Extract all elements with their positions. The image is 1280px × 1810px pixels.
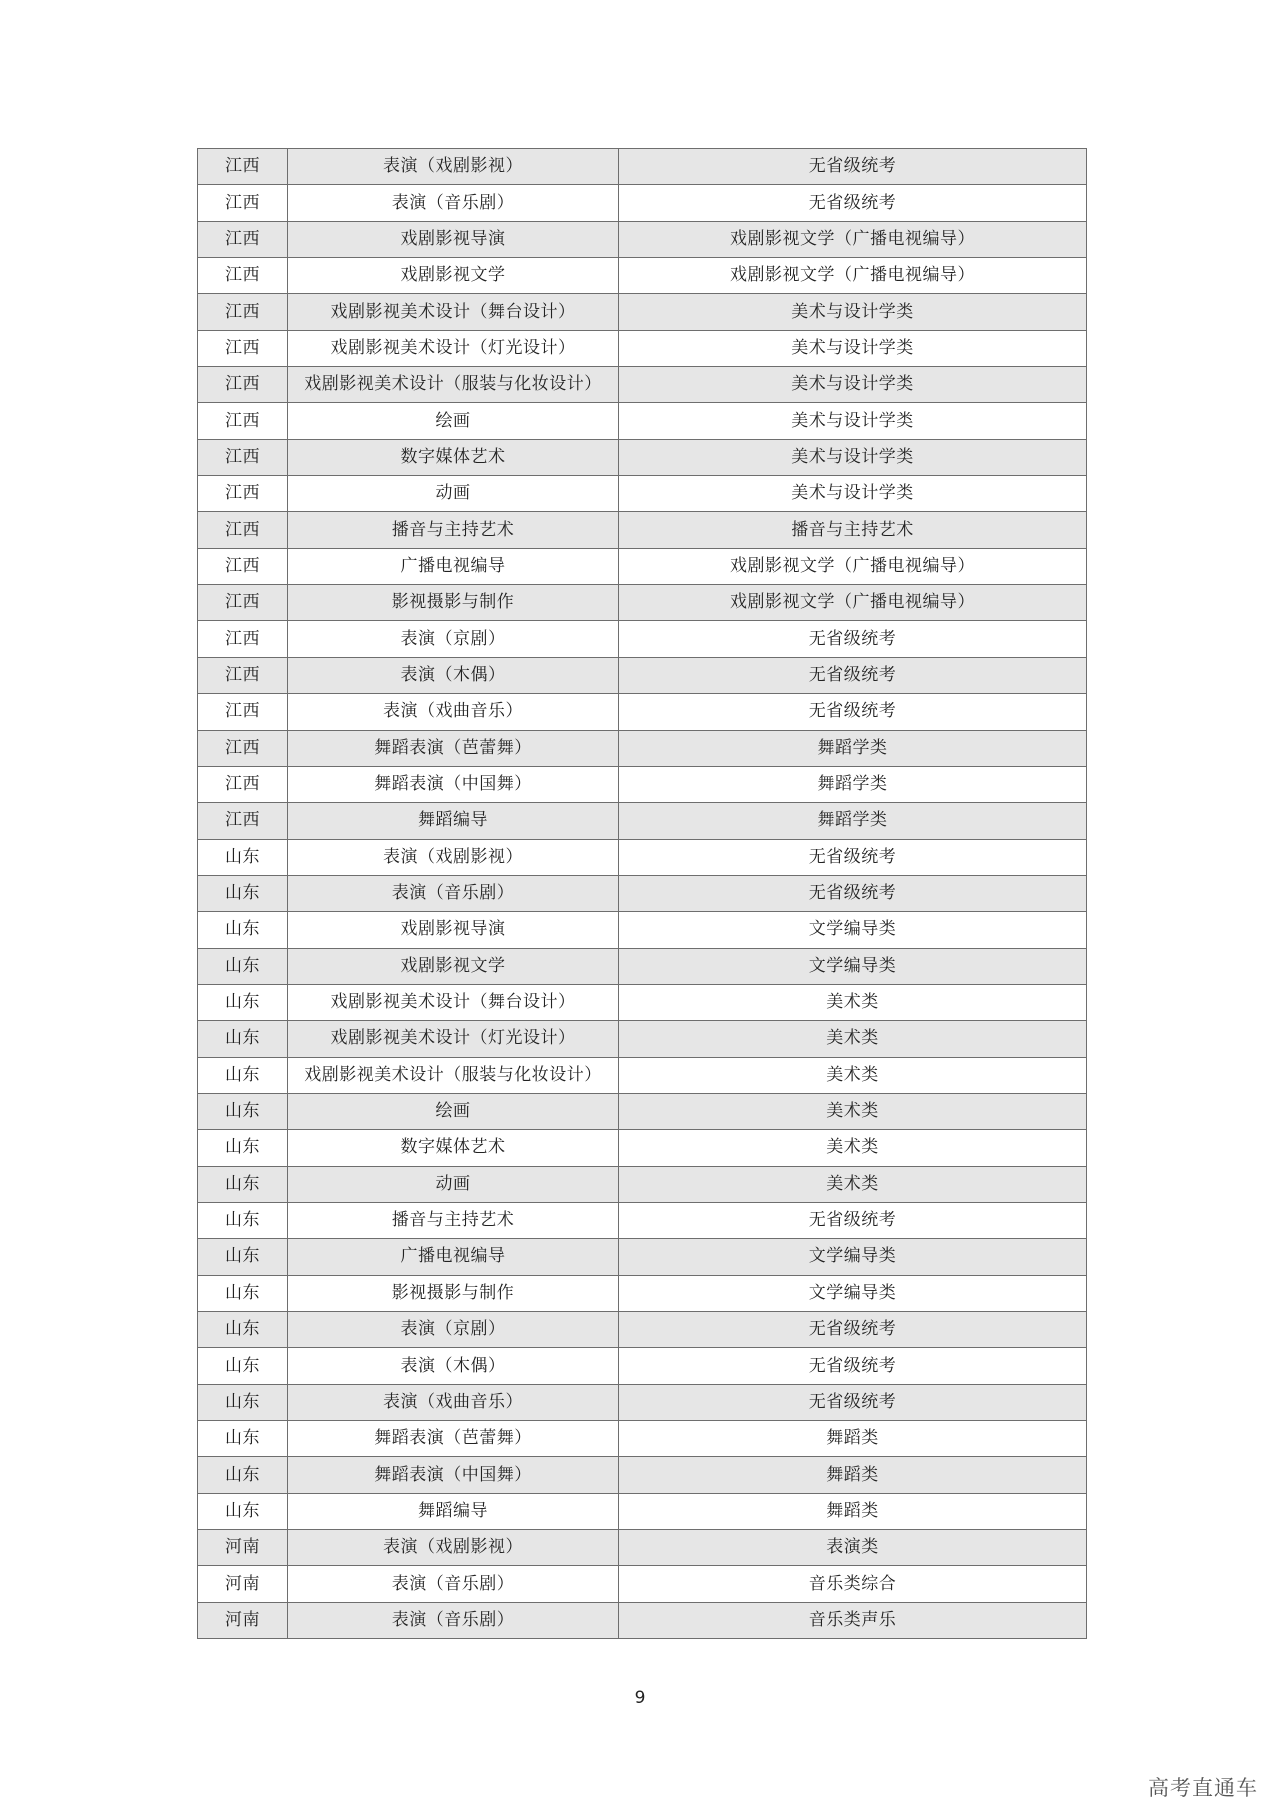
major-cell: 动画 [288,476,619,512]
exam-category-cell: 戏剧影视文学（广播电视编导） [619,221,1087,257]
province-cell: 山东 [198,1057,288,1093]
major-cell: 戏剧影视美术设计（舞台设计） [288,294,619,330]
exam-category-cell: 美术类 [619,1021,1087,1057]
exam-category-cell: 无省级统考 [619,875,1087,911]
exam-category-cell: 戏剧影视文学（广播电视编导） [619,258,1087,294]
major-cell: 舞蹈表演（芭蕾舞） [288,730,619,766]
exam-category-cell: 无省级统考 [619,657,1087,693]
province-cell: 江西 [198,221,288,257]
major-cell: 表演（戏剧影视） [288,149,619,185]
exam-category-cell: 美术与设计学类 [619,439,1087,475]
table-row [198,367,1087,403]
exam-category-cell: 美术类 [619,984,1087,1020]
major-cell: 舞蹈编导 [288,803,619,839]
province-cell: 江西 [198,330,288,366]
exam-category-cell: 表演类 [619,1530,1087,1566]
table-row [198,948,1087,984]
table-row [198,657,1087,693]
table-row [198,1348,1087,1384]
major-cell: 表演（京剧） [288,1312,619,1348]
major-cell: 舞蹈表演（中国舞） [288,766,619,802]
province-cell: 山东 [198,875,288,911]
table-row [198,221,1087,257]
major-cell: 戏剧影视美术设计（舞台设计） [288,984,619,1020]
table-row [198,1602,1087,1638]
table-row [198,1093,1087,1129]
table-row [198,476,1087,512]
major-cell: 数字媒体艺术 [288,1130,619,1166]
table-row [198,1239,1087,1275]
major-cell: 绘画 [288,403,619,439]
exam-category-cell: 文学编导类 [619,948,1087,984]
province-cell: 江西 [198,766,288,802]
exam-category-cell: 美术与设计学类 [619,294,1087,330]
table-row [198,1421,1087,1457]
exam-category-cell: 美术与设计学类 [619,403,1087,439]
table-row [198,984,1087,1020]
major-cell: 数字媒体艺术 [288,439,619,475]
province-cell: 山东 [198,912,288,948]
table-body [198,149,1087,1639]
table-row [198,330,1087,366]
table-row [198,185,1087,221]
table-row [198,439,1087,475]
table-row [198,258,1087,294]
major-cell: 舞蹈编导 [288,1493,619,1529]
exam-category-cell: 美术类 [619,1130,1087,1166]
province-cell: 山东 [198,1312,288,1348]
watermark-text: 高考直通车 [1148,1776,1258,1800]
province-cell: 山东 [198,1093,288,1129]
major-cell: 绘画 [288,1093,619,1129]
province-cell: 山东 [198,1493,288,1529]
major-cell: 表演（音乐剧） [288,1566,619,1602]
province-cell: 江西 [198,149,288,185]
major-cell: 表演（京剧） [288,621,619,657]
major-cell: 播音与主持艺术 [288,512,619,548]
province-cell: 山东 [198,839,288,875]
table-row [198,1166,1087,1202]
exam-category-cell: 舞蹈类 [619,1493,1087,1529]
table-row [198,1457,1087,1493]
page-number: 9 [634,1688,646,1708]
exam-category-cell: 无省级统考 [619,694,1087,730]
major-cell: 表演（戏剧影视） [288,1530,619,1566]
exam-category-cell: 舞蹈学类 [619,766,1087,802]
major-cell: 影视摄影与制作 [288,1275,619,1311]
province-cell: 江西 [198,476,288,512]
province-cell: 河南 [198,1530,288,1566]
province-cell: 江西 [198,585,288,621]
province-cell: 山东 [198,1275,288,1311]
province-major-table [197,148,1087,1639]
exam-category-cell: 文学编导类 [619,1239,1087,1275]
province-cell: 山东 [198,1130,288,1166]
table-row [198,766,1087,802]
major-cell: 表演（木偶） [288,1348,619,1384]
province-cell: 河南 [198,1602,288,1638]
table-row [198,294,1087,330]
table-row [198,149,1087,185]
major-cell: 戏剧影视美术设计（灯光设计） [288,330,619,366]
exam-category-cell: 无省级统考 [619,1384,1087,1420]
province-cell: 江西 [198,258,288,294]
province-cell: 山东 [198,1021,288,1057]
exam-category-cell: 美术与设计学类 [619,330,1087,366]
exam-category-cell: 美术与设计学类 [619,367,1087,403]
major-cell: 戏剧影视导演 [288,912,619,948]
exam-category-cell: 音乐类声乐 [619,1602,1087,1638]
province-cell: 江西 [198,367,288,403]
table-row [198,1384,1087,1420]
exam-category-cell: 舞蹈学类 [619,730,1087,766]
major-cell: 播音与主持艺术 [288,1202,619,1238]
exam-category-cell: 无省级统考 [619,185,1087,221]
province-cell: 江西 [198,548,288,584]
major-cell: 动画 [288,1166,619,1202]
province-cell: 山东 [198,1166,288,1202]
exam-category-cell: 无省级统考 [619,1312,1087,1348]
table-row [198,1057,1087,1093]
province-cell: 山东 [198,948,288,984]
table-row [198,548,1087,584]
major-cell: 舞蹈表演（中国舞） [288,1457,619,1493]
table-row [198,875,1087,911]
major-cell: 戏剧影视美术设计（服装与化妆设计） [288,1057,619,1093]
exam-category-cell: 无省级统考 [619,621,1087,657]
province-cell: 山东 [198,1239,288,1275]
major-cell: 戏剧影视美术设计（服装与化妆设计） [288,367,619,403]
province-cell: 江西 [198,621,288,657]
table-row [198,1275,1087,1311]
province-cell: 山东 [198,1421,288,1457]
exam-category-cell: 舞蹈学类 [619,803,1087,839]
table-row [198,803,1087,839]
major-cell: 表演（音乐剧） [288,185,619,221]
table-row [198,730,1087,766]
exam-category-cell: 文学编导类 [619,912,1087,948]
table-row [198,403,1087,439]
exam-category-cell: 无省级统考 [619,149,1087,185]
major-cell: 戏剧影视美术设计（灯光设计） [288,1021,619,1057]
exam-category-cell: 无省级统考 [619,839,1087,875]
province-cell: 山东 [198,1384,288,1420]
table-row [198,1021,1087,1057]
table-row [198,1493,1087,1529]
exam-category-cell: 戏剧影视文学（广播电视编导） [619,548,1087,584]
table-row [198,512,1087,548]
table-row [198,1566,1087,1602]
province-cell: 江西 [198,294,288,330]
province-cell: 江西 [198,730,288,766]
table-row [198,1202,1087,1238]
major-cell: 舞蹈表演（芭蕾舞） [288,1421,619,1457]
province-cell: 江西 [198,403,288,439]
province-cell: 山东 [198,1457,288,1493]
table-row [198,585,1087,621]
major-cell: 表演（木偶） [288,657,619,693]
province-cell: 江西 [198,185,288,221]
province-cell: 江西 [198,512,288,548]
province-cell: 江西 [198,439,288,475]
major-cell: 戏剧影视文学 [288,258,619,294]
major-cell: 表演（戏曲音乐） [288,694,619,730]
exam-category-cell: 戏剧影视文学（广播电视编导） [619,585,1087,621]
exam-category-cell: 舞蹈类 [619,1457,1087,1493]
province-cell: 江西 [198,803,288,839]
exam-category-cell: 无省级统考 [619,1202,1087,1238]
province-cell: 山东 [198,984,288,1020]
major-cell: 表演（戏曲音乐） [288,1384,619,1420]
exam-category-cell: 美术类 [619,1166,1087,1202]
exam-category-cell: 美术类 [619,1057,1087,1093]
major-cell: 广播电视编导 [288,1239,619,1275]
major-cell: 广播电视编导 [288,548,619,584]
exam-category-cell: 音乐类综合 [619,1566,1087,1602]
major-cell: 影视摄影与制作 [288,585,619,621]
province-cell: 山东 [198,1202,288,1238]
table-row [198,912,1087,948]
major-cell: 表演（戏剧影视） [288,839,619,875]
exam-category-cell: 美术与设计学类 [619,476,1087,512]
major-cell: 表演（音乐剧） [288,875,619,911]
table-row [198,694,1087,730]
province-cell: 河南 [198,1566,288,1602]
exam-category-cell: 舞蹈类 [619,1421,1087,1457]
exam-category-cell: 播音与主持艺术 [619,512,1087,548]
exam-category-cell: 无省级统考 [619,1348,1087,1384]
province-cell: 山东 [198,1348,288,1384]
exam-category-cell: 文学编导类 [619,1275,1087,1311]
table-row [198,839,1087,875]
major-cell: 戏剧影视导演 [288,221,619,257]
province-cell: 江西 [198,694,288,730]
major-cell: 表演（音乐剧） [288,1602,619,1638]
major-cell: 戏剧影视文学 [288,948,619,984]
table-row [198,621,1087,657]
table-row [198,1130,1087,1166]
table-row [198,1530,1087,1566]
table-row [198,1312,1087,1348]
province-cell: 江西 [198,657,288,693]
exam-category-cell: 美术类 [619,1093,1087,1129]
